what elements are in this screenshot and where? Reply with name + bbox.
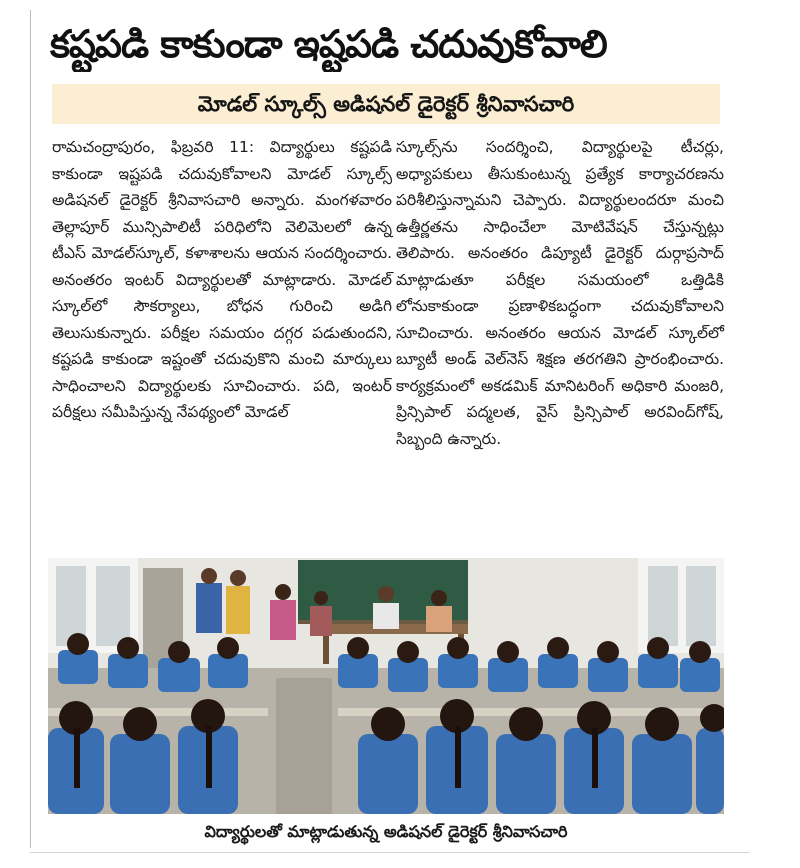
subheadline: మోడల్ స్కూల్స్ అడిషనల్ డైరెక్టర్ శ్రీనివాసచారి bbox=[52, 84, 720, 124]
photo-caption: విద్యార్థులతో మాట్లాడుతున్న అడిషనల్ డైరెక్టర్ శ్రీనివాసచారి bbox=[204, 822, 568, 841]
article-column-left bbox=[52, 134, 392, 426]
classroom-photo bbox=[48, 558, 724, 814]
left-border-rule bbox=[30, 10, 31, 848]
article-body-right: స్కూల్స్‌ను సందర్శించి, విద్యార్థులపై టీచర్లు, అధ్యాపకులు తీసుకుంటున్న ప్రత్యేక కార్యాచరణను పరిశీలిస్తున్నామని చెప్పారు. విద్యార్థులందరూ మంచి ఉత్తీర్ణతను సాధించేలా మోటివేషన్ చేస్తున్నట్లు తెలిపారు. అనంతరం డిప్యూటీ డైరెక్టర్ దుర్గాప్రసాద్ మాట్లాడుతూ పరీక్షల సమయంలో ఒత్తిడికి లోనుకాకుండా ప్రణాళికబద్ధంగా చదువుకోవాలని సూచించారు. అనంతరం ఆయన మోడల్ స్కూల్‌లో బ్యూటీ అండ్ వెల్‌నెస్ శిక్షణ తరగతిని ప్రారంభించారు. కార్యక్రమంలో అకడమిక్ మానిటరింగ్ అధికారి మంజరి, ప్రిన్సిపాల్ పద్మలత, వైస్ ప్రిన్సిపాల్ అరవింద్‌గోష్, సిబ్బంది ఉన్నారు. bbox=[396, 138, 724, 448]
headline: కష్టపడి కాకుండా ఇష్టపడి చదువుకోవాలి bbox=[50, 22, 607, 66]
article-column-right bbox=[396, 134, 724, 452]
article-body-left: రామచంద్రాపురం, ఫిబ్రవరి 11: విద్యార్థులు కష్టపడి కాకుండా ఇష్టపడి చదువుకోవాలని మోడల్ స్కూల్స్ అడిషనల్ డైరెక్టర్ శ్రీనివాసచారి అన్నారు. మంగళవారం తెల్లాపూర్ మున్సిపాలిటీ పరిధిలోని వెలిమెలలో ఉన్న టీఎస్ మోడల్‌స్కూల్, కళాశాలను ఆయన సందర్శించారు. అనంతరం ఇంటర్ విద్యార్థులతో మాట్లాడారు. మోడల్ స్కూల్‌లో సౌకర్యాలు, బోధన గురించి అడిగి తెలుసుకున్నారు. పరీక్షల సమయం దగ్గర పడుతుందని, కష్టపడి కాకుండా ఇష్టంతో చదువుకొని మంచి మార్కులు సాధించాలని విద్యార్థులకు సూచించారు. పది, ఇంటర్ పరీక్షలు సమీపిస్తున్న నేపథ్యంలో మోడల్ bbox=[52, 138, 392, 421]
bottom-rule bbox=[30, 852, 750, 853]
